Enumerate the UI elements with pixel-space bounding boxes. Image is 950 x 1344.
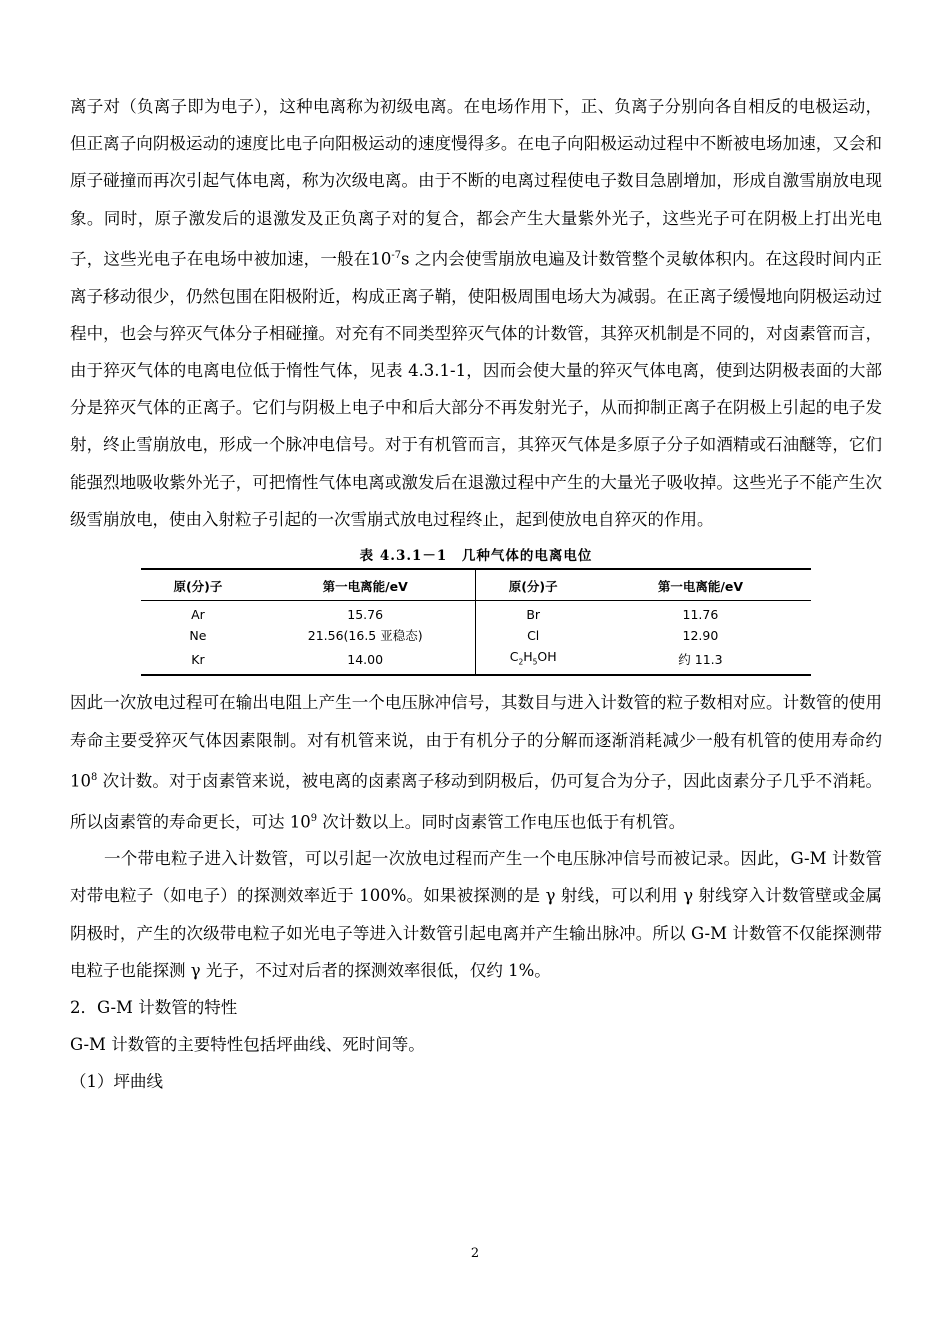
table-cell: Cl bbox=[476, 625, 590, 646]
section-heading: 2．G-M 计数管的特性 bbox=[70, 998, 238, 1018]
table-cell: 15.76 bbox=[347, 606, 384, 622]
table-cell: Ar bbox=[191, 606, 205, 622]
table-header: 第一电离能/eV bbox=[590, 569, 811, 601]
table-cell: 12.90 bbox=[682, 627, 719, 643]
table-cell: 11.76 bbox=[682, 606, 719, 622]
exponent: 8 bbox=[91, 771, 98, 783]
table-cell: 约 11.3 bbox=[590, 646, 811, 676]
table-row bbox=[141, 600, 811, 625]
paragraph-text: 因此一次放电过程可在输出电阻上产生一个电压脉冲信号，其数目与进入计数管的粒子数相对应。计数管的使用寿命主要受猝灭气体因素限制。对有机管来说，由于有机分子的分解而逐渐消耗减少一般有机管的使用寿命约 bbox=[70, 693, 882, 750]
table-row bbox=[141, 646, 811, 676]
exponent-base: 10 bbox=[289, 812, 311, 832]
table-row bbox=[141, 625, 811, 646]
paragraph-lifetime bbox=[70, 684, 882, 840]
table-cell: Kr bbox=[141, 646, 255, 676]
subsection-heading: （1）坪曲线 bbox=[70, 1072, 163, 1092]
exponent: 9 bbox=[310, 812, 318, 824]
exponent-base: 10 bbox=[70, 771, 91, 791]
paragraph-characteristics: G-M 计数管的主要特性包括坪曲线、死时间等。 bbox=[70, 1035, 425, 1055]
paragraph-discharge bbox=[70, 88, 882, 538]
paragraph-text: 离子对（负离子即为电子），这种电离称为初级电离。在电场作用下，正、负离子分别向各自相反的电极运动，但正离子向阴极运动的速度比电子向阳极运动的速度慢得多。在电子向阳极运动过程中不断被电场加速，又会和原子碰撞而再次引起气体电离，称为次级电离。由于不断的电离过程使电子数目急剧增加，形成自激雪崩放电现象。同时，原子激发后的退激发及正负离子对的复合，都会产生大量紫外光子，这些光子可在阴极上打出光电子，这些光电子在电场中被加速，一般在 bbox=[70, 97, 882, 269]
table-cell: 21.56(16.5 亚稳态) bbox=[307, 627, 423, 643]
table-cell: 14.00 bbox=[255, 646, 476, 676]
table-header: 第一电离能/eV bbox=[255, 569, 476, 601]
page-number: 2 bbox=[470, 1246, 480, 1261]
table-caption: 表 4.3.1－1 几种气体的电离电位 bbox=[359, 547, 593, 564]
exponent-base: 10 bbox=[370, 249, 392, 269]
table-header: 原(分)子 bbox=[476, 569, 590, 601]
paragraph-text: 次计数。对于卤素管来说，被电离的卤素离子移动到阴极后，仍可复合为分子，因此卤素分子几乎不消耗。所以卤素管的寿命更长，可达 bbox=[70, 771, 882, 832]
exponent: -7 bbox=[391, 249, 402, 261]
page-body bbox=[70, 88, 882, 1101]
table-cell: Ne bbox=[189, 627, 207, 643]
paragraph-efficiency: 一个带电粒子进入计数管，可以引起一次放电过程而产生一个电压脉冲信号而被记录。因此，G-M 计数管对带电粒子（如电子）的探测效率近于 100%。如果被探测的是 γ 射线，可以利用 γ 射线穿入计数管壁或金属阴极时，产生的次级带电粒子如光电子等进入计数管引起电离并产生输出脉冲。所以 G-M 计数管不仅能探测带电粒子也能探测 γ 光子，不过对后者的探测效率很低，仅约 1%。 bbox=[70, 849, 882, 980]
table-header: 原(分)子 bbox=[141, 569, 255, 601]
paragraph-text: 次计数以上。同时卤素管工作电压也低于有机管。 bbox=[317, 812, 686, 832]
table-cell: Br bbox=[476, 600, 590, 625]
paragraph-text: s 之内会使雪崩放电遍及计数管整个灵敏体积内。在这段时间内正离子移动很少，仍然包围在阳极附近，构成正离子鞘，使阳极周围电场大为减弱。在正离子缓慢地向阴极运动过程中，也会与猝灭气体分子相碰撞。对充有不同类型猝灭气体的计数管，其猝灭机制是不同的，对卤素管而言，由于猝灭气体的电离电位低于惰性气体，见表 4.3.1-1，因而会使大量的猝灭气体电离，使到达阴极表面的大部分是猝灭气体的正离子。它们与阴极上电子中和后大部分不再发射光子，从而抑制正离子在阴极上引起的电子发射，终止雪崩放电，形成一个脉冲电信号。对于有机管而言，其猝灭气体是多原子分子如酒精或石油醚等，它们能强烈地吸收紫外光子，可把惰性气体电离或激发后在退激过程中产生的大量光子吸收掉。这些光子不能产生次级雪崩放电，使由入射粒子引起的一次雪崩式放电过程终止，起到使放电自猝灭的作用。 bbox=[70, 249, 882, 529]
table-cell-ethanol: $C_2H_5OH$ bbox=[476, 646, 590, 676]
table-header-row bbox=[141, 569, 811, 601]
ionization-table bbox=[141, 568, 811, 677]
